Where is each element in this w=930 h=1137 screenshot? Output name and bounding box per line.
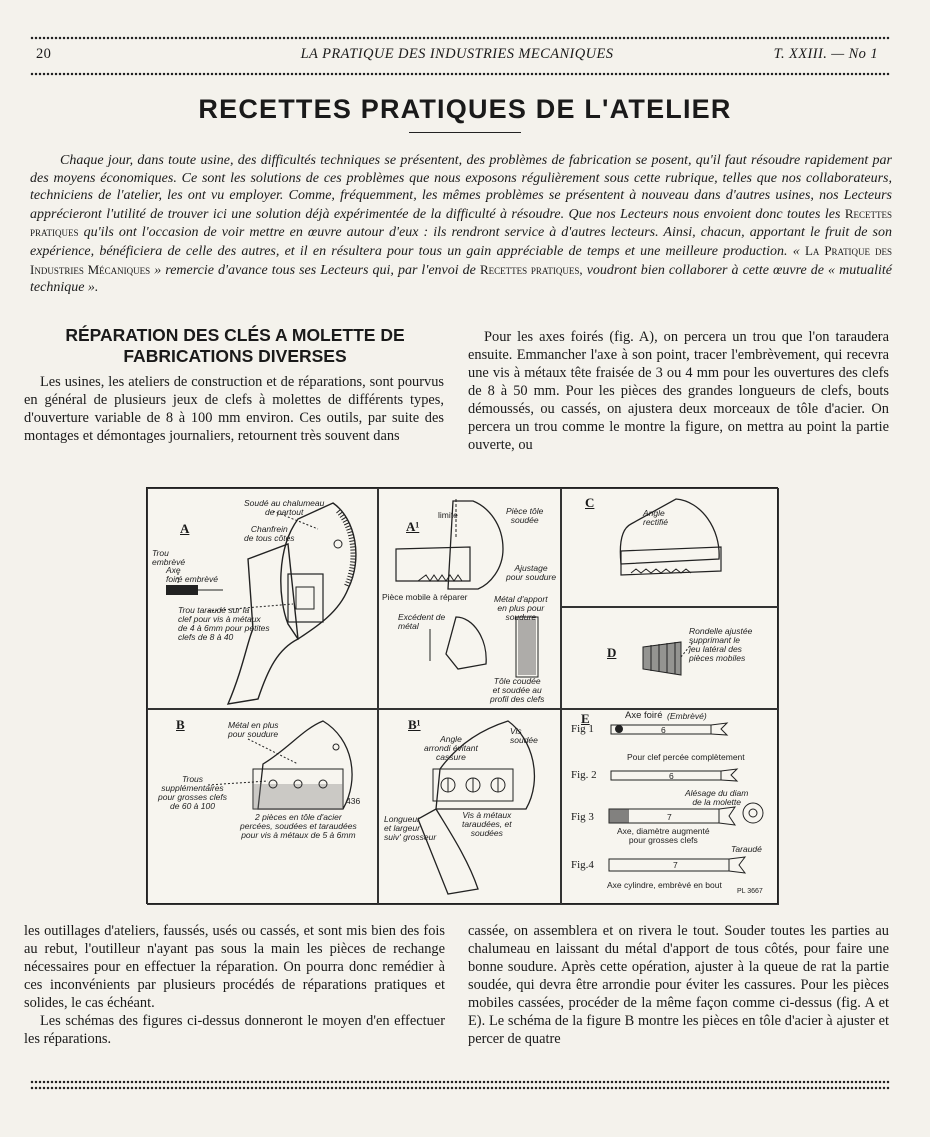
annotation-vis-soudee: Vis soudée bbox=[510, 726, 538, 745]
annotation-augmente: Axe, diamètre augmenté pour grosses clefs bbox=[617, 826, 710, 845]
figure-panel-a1 bbox=[377, 488, 562, 710]
annotation-piece-mobile: Pièce mobile à réparer bbox=[382, 592, 468, 602]
text-bottom-right bbox=[468, 922, 889, 1048]
paragraph: Les schémas des figures ci-dessus donneront le moyen d'en effectuer les réparations. bbox=[24, 1013, 445, 1047]
annotation-axe: Axe foiré embrèvé bbox=[166, 565, 218, 584]
figure-4-label: Fig.4 bbox=[571, 859, 594, 871]
annotation-cylindre: Axe cylindre, embrèvé en bout bbox=[607, 880, 722, 890]
annotation-vis-metaux: Vis à métaux taraudées, et soudées bbox=[462, 810, 512, 838]
annotation-alesage: Alésage du diam de la molette bbox=[685, 788, 749, 807]
figure-1-label: Fig 1 bbox=[571, 723, 594, 735]
header-bottom-rule bbox=[30, 72, 890, 76]
paragraph: Les usines, les ateliers de construction et de réparations, sont pourvus en général de plusieurs jeux de clefs à molettes de différents types, d'ouverture variable de 8 à 100 mm environ. Ces outils, par suite des montages et démontages journaliers, retournent très souvent dans bbox=[24, 374, 444, 444]
annotation-pieces-tole: 2 pièces en tôle d'acier percées, soudées et taraudées pour vis à métaux de 5 à 6mm bbox=[240, 812, 357, 840]
figure-2-label: Fig. 2 bbox=[571, 769, 597, 781]
annotation-ajustage: Ajustage pour soudure bbox=[506, 563, 557, 582]
intro-paragraph: Chaque jour, dans toute usine, des difficultés techniques se présentent, des problèmes de fabrication se posent, qu'il faut résoudre rapidement par des moyens économiques. Ce sont les solutions de ces problèmes que nous exposons régulièrement sous cette rubrique, telles que nos collaborateurs, techniciens de l'atelier, les ont vu employer. Comme, fréquemment, les mêmes problèmes se présentent à nouveau dans d'autres usines, nos Lecteurs apprécieront l'utilité de trouver ici une solution déjà expérimentée de la difficulté à résoudre. Que nos Lecteurs nous envoient donc toutes les Recettes pratiques qu'ils ont l'occasion de voir mettre en œuvre autour d'eux : ils rendront service à d'autres lecteurs. Ainsi, chacun, apportant le fruit de son expérience, bénéficiera de celle des autres, et il en résultera pour tous un gain appréciable de temps et une meilleure production. « La Pratique des Industries Mécaniques » remercie d'avance tous ses Lecteurs qui, par l'envoi de Recettes pratiques, voudront bien collaborer à cette œuvre de « mutualité technique ». bbox=[30, 153, 893, 296]
dimension-7b: 7 bbox=[673, 860, 678, 870]
figure-reference: PL 3667 bbox=[737, 888, 763, 895]
text-top-left bbox=[24, 373, 444, 445]
annotation-metal-plus: Métal en plus pour soudure bbox=[228, 720, 279, 739]
volume-number: T. XXIII. — No 1 bbox=[773, 46, 878, 62]
page-title: RECETTES PRATIQUES DE L'ATELIER bbox=[198, 94, 732, 124]
paragraph: Pour les axes foirés (fig. A), on percera un trou que l'on taraudera ensuite. Emmancher l'axe à son point, tracer l'embrèvement, qui recevra une vis à métaux tête fraisée de 3 ou 4 mm pour les ouvertures des clefs de 8 à 50 mm. Pour les pièces des grandes longueurs de clefs, bouts démoussés, ou cassés, on ajustera deux morceaux de tôle d'acier. On percera un trou comme le montre la figure, on mettra au point la partie ouverte, ou bbox=[468, 329, 889, 453]
annotation-taraude-e: Taraudé bbox=[731, 844, 762, 854]
figure-panel-b1 bbox=[377, 708, 562, 905]
journal-title: LA PRATIQUE DES INDUSTRIES MECANIQUES bbox=[300, 46, 614, 62]
figure-panel-a bbox=[147, 488, 379, 710]
annotation-angle-rectifie: Angle rectifié bbox=[643, 508, 669, 527]
text-top-right bbox=[468, 328, 889, 454]
text-bottom-left bbox=[24, 922, 445, 1048]
paragraph: les outillages d'ateliers, faussés, usés ou cassés, et sont mis bien des fois au rebut, l'outilleur n'ayant pas sous la main les pièces de rechange nécessaires pour en effectuer la réparation. On pourra donc remédier à ces inconvénients par plusieurs procédés de réparations pratiques et solides, le cas échéant. bbox=[24, 923, 445, 1011]
figure-wrench-repairs bbox=[146, 487, 778, 904]
annotation-tole-coudee: Tôle coudée et soudée au profil des clefs bbox=[490, 676, 545, 704]
dimension-6a: 6 bbox=[661, 725, 666, 735]
annotation-axe-foire: Axe foiré bbox=[625, 710, 663, 721]
annotation-excedent: Excédent de métal bbox=[398, 612, 446, 631]
page-number: 20 bbox=[36, 46, 52, 62]
dimension-7a: 7 bbox=[667, 812, 672, 822]
figure-label-c: C bbox=[585, 495, 595, 510]
figure-label-b1: B¹ bbox=[408, 717, 421, 732]
annotation-chanfrein: Chanfrein de tous côtés bbox=[244, 524, 295, 543]
figure-panel-d bbox=[560, 606, 779, 710]
annotation-taraude: Trou taraudé sur la clef pour vis à métaux de 4 à 6mm pour petites clefs de 8 à 40 bbox=[178, 605, 270, 642]
paragraph: cassée, on assemblera et on rivera le tout. Souder toutes les parties au chalumeau en laissant du métal d'apport de tous côtés, pour faire une bonne soudure. Après cette opération, ajuster à la queue de rat la partie soudée, qui devra être arrondie pour éviter les cassures. Pour les pièces mobiles cassées, procéder de la même façon comme ci-dessus (fig. A et E). Le schéma de la figure B montre les pièces en tôle d'acier à ajuster et percer de quatre bbox=[468, 923, 889, 1047]
figure-label-d: D bbox=[607, 645, 617, 660]
running-header bbox=[36, 46, 878, 66]
annotation-rondelle: Rondelle ajustée supprimant le jeu latéral des pièces mobiles bbox=[689, 626, 753, 663]
annotation-longueur: Longueur et largeur suiv' grosseur bbox=[384, 814, 437, 842]
figure-label-e: E bbox=[581, 711, 590, 726]
annotation-limite: limite bbox=[438, 510, 458, 520]
figure-panel-e bbox=[560, 708, 779, 905]
figure-3-label: Fig 3 bbox=[571, 811, 594, 823]
annotation-trous: Trous supplémentaires pour grosses clefs de 60 à 100 bbox=[158, 774, 227, 811]
annotation-metal-apport: Métal d'apport en plus pour soudure bbox=[494, 594, 548, 622]
footer-rule-2 bbox=[30, 1086, 890, 1090]
figure-label-a: A bbox=[180, 521, 190, 536]
annotation-piece-tole: Pièce tôle soudée bbox=[506, 506, 544, 525]
footer-rule-1 bbox=[30, 1080, 890, 1084]
title-underline bbox=[409, 132, 521, 133]
annotation-soude: Soudé au chalumeau de partout bbox=[244, 498, 325, 517]
section-title: RÉPARATION DES CLÉS A MOLETTE DE FABRICATIONS DIVERSES bbox=[65, 325, 405, 366]
annotation-angle-arrondi: Angle arrondi évitant cassure bbox=[424, 734, 478, 762]
dimension-6b: 6 bbox=[669, 771, 674, 781]
annotation-dimension: 436 bbox=[346, 796, 361, 806]
annotation-embreve: (Embrèvé) bbox=[667, 711, 707, 721]
annotation-percee: Pour clef percée complètement bbox=[627, 752, 745, 762]
figure-label-b: B bbox=[176, 717, 185, 732]
figure-panel-c bbox=[560, 488, 779, 608]
header-top-rule bbox=[30, 36, 890, 40]
figure-panel-b bbox=[147, 708, 379, 905]
figure-label-a1: A¹ bbox=[406, 519, 420, 534]
annotation-trou: Trou embrèvé bbox=[152, 548, 186, 567]
